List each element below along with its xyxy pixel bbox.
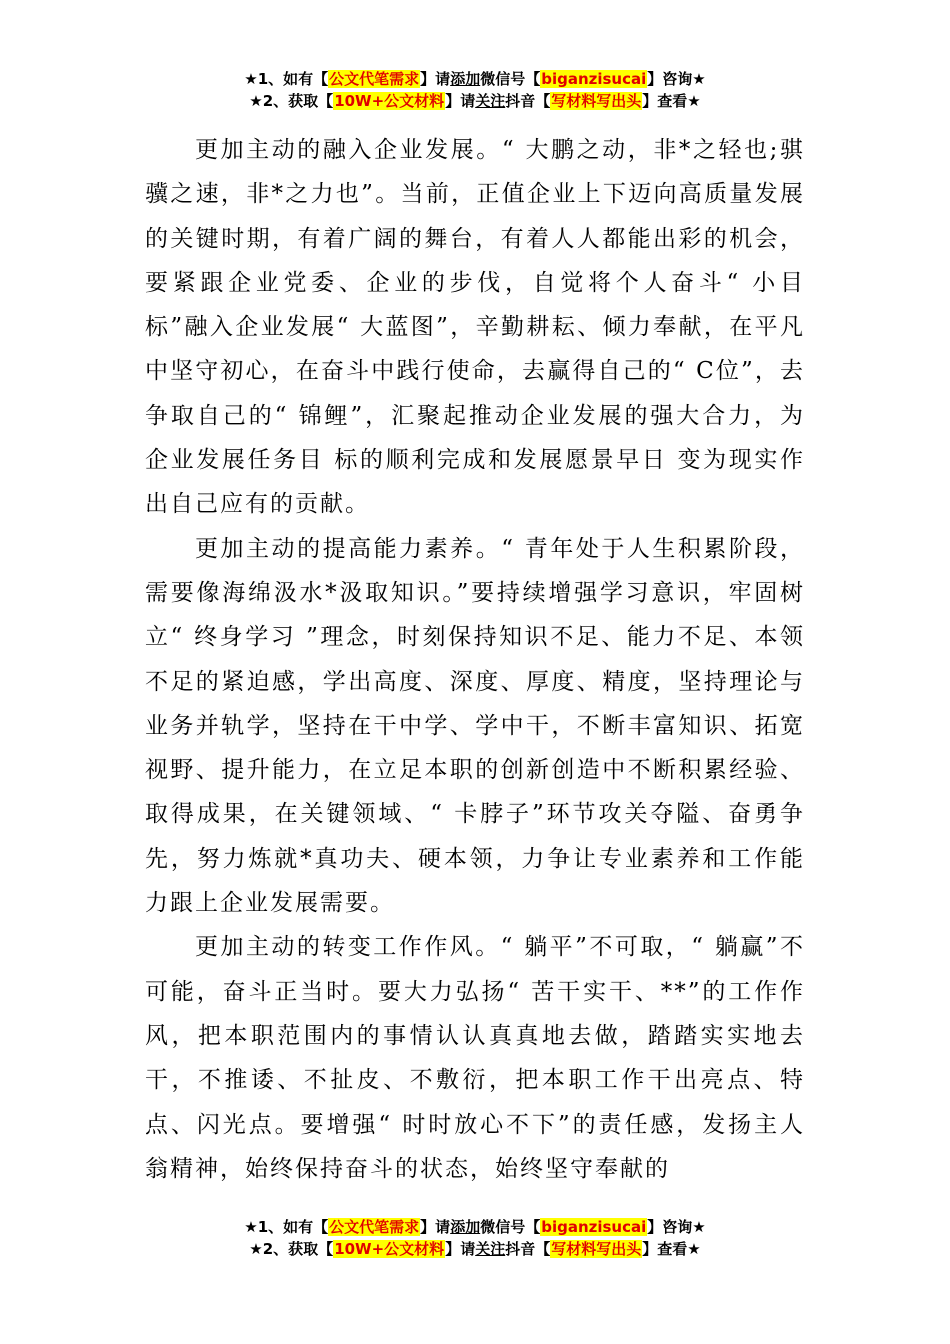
banner-line-2-underlined: 关注 (475, 92, 506, 110)
banner-line-1-prefix: ★1、如有【 (244, 70, 329, 88)
banner-line-1-mid: 】请 (420, 70, 451, 88)
banner-line-2-highlight-materials: 10W+公文材料 (334, 92, 445, 110)
banner-line-2-highlight-douyin: 写材料写出头 (551, 92, 642, 110)
banner-line-2-prefix: ★2、获取【 (249, 92, 334, 110)
banner-line-2 (0, 90, 950, 112)
paragraph-work-style: 更加主动的转变工作作风。“ 躺平”不可取，“ 躺赢”不可能，奋斗正当时。要大力弘扬“ 苦干实干、**”的工作作风，把本职范围内的事情认认真真地去做，踏踏实实地去干，不推诿、不扯皮、不敷衍，把本职工作干出亮点、特点、闪光点。要增强“ 时时放心不下”的责任感，发扬主人翁精神，始终保持奋斗的状态，始终坚守奉献的 (145, 934, 805, 1182)
banner-line-1-underlined: 添加 (450, 70, 481, 88)
footer-line-1-highlight-service: 公文代笔需求 (329, 1218, 420, 1236)
footer-line-1-suffix: 】咨询★ (647, 1218, 706, 1236)
footer-line-1-prefix: ★1、如有【 (244, 1218, 329, 1236)
footer-line-1-mid2: 微信号【 (480, 1218, 541, 1236)
footer-line-2-mid2: 抖音【 (505, 1240, 551, 1258)
document-body (145, 128, 805, 1191)
footer-line-2-highlight-douyin: 写材料写出头 (551, 1240, 642, 1258)
banner-line-1-highlight-service: 公文代笔需求 (329, 70, 420, 88)
footer-line-2 (0, 1238, 950, 1260)
footer-banner (0, 1216, 950, 1260)
header-banner (0, 68, 950, 112)
banner-line-1-suffix: 】咨询★ (647, 70, 706, 88)
paragraph-integrate-development: 更加主动的融入企业发展。“ 大鹏之动，非*之轻也;骐骥之速，非*之力也”。当前，正值企业上下迈向高质量发展的关键时期，有着广阔的舞台，有着人人都能出彩的机会，要紧跟企业党委、企业的步伐，自觉将个人奋斗“ 小目 标”融入企业发展“ 大蓝图”，辛勤耕耘、倾力奉献，在平凡中坚守初心，在奋斗中践行使命，去赢得自己的“ C位”，去争取自己的“ 锦鲤”，汇聚起推动企业发展的强大合力，为企业发展任务目 标的顺利完成和发展愿景早日 变为现实作出自己应有的贡献。 (145, 137, 805, 518)
paragraph-improve-ability: 更加主动的提高能力素养。“ 青年处于人生积累阶段，需要像海绵汲水*汲取知识。”要持续增强学习意识，牢固树立“ 终身学习 ”理念，时刻保持知识不足、能力不足、本领不足的紧迫感，学出高度、深度、厚度、精度，坚持理论与业务并轨学，坚持在干中学、学中干，不断丰富知识、拓宽视野、提升能力，在立足本职的创新创造中不断积累经验、取得成果，在关键领域、“ 卡脖子”环节攻关夺隘、奋勇争先，努力炼就*真功夫、硬本领，力争让专业素养和工作能力跟上企业发展需要。 (145, 535, 805, 917)
banner-line-1 (0, 68, 950, 90)
banner-line-2-mid2: 抖音【 (505, 92, 551, 110)
footer-line-1 (0, 1216, 950, 1238)
footer-line-1-mid: 】请 (420, 1218, 451, 1236)
footer-line-2-suffix: 】查看★ (642, 1240, 701, 1258)
footer-line-1-highlight-wechat: biganzisucai (541, 1218, 647, 1236)
footer-line-2-mid: 】请 (445, 1240, 476, 1258)
footer-line-2-underlined: 关注 (475, 1240, 506, 1258)
banner-line-2-suffix: 】查看★ (642, 92, 701, 110)
footer-line-2-prefix: ★2、获取【 (249, 1240, 334, 1258)
banner-line-2-mid: 】请 (445, 92, 476, 110)
footer-line-1-underlined: 添加 (450, 1218, 481, 1236)
footer-line-2-highlight-materials: 10W+公文材料 (334, 1240, 445, 1258)
banner-line-1-mid2: 微信号【 (480, 70, 541, 88)
banner-line-1-highlight-wechat: biganzisucai (541, 70, 647, 88)
